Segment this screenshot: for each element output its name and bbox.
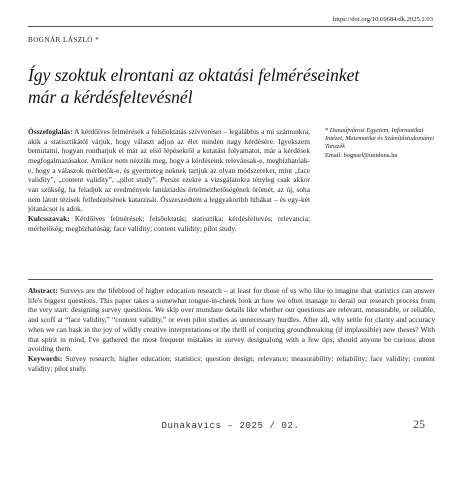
keywords-text-en: Survey research; higher education; statistics; question design; relevance; measurability; reliability; face validity; content validity; pilot study. [28,353,435,373]
keywords-label-hu: Kulcsszavak: [28,213,70,223]
keywords-label-en: Keywords: [28,353,63,363]
affiliation-box [325,127,435,160]
journal-footer: Dunakavics – 2025 / 02. [161,421,300,431]
hungarian-keywords [28,214,310,233]
author-name: BOGNÁR LÁSZLÓ * [28,36,100,44]
article-title: Így szoktuk elrontani az oktatási felméréseinket már a kérdésfeltevésnél [28,65,360,107]
abstract-label-hu: Összefoglalás: [28,127,73,136]
keywords-text-hu: Kérdőíves felmérések; felsőoktatás; statisztika; kérdésfeltevés; relevancia; mérhetőség; megbízhatóság; face validity; content validity; pilot study. [28,213,310,233]
affiliation-email[interactable]: Email: bognarl@uniduna.hu [325,151,398,159]
english-abstract-block [28,286,435,373]
abstract-text-hu: A kérdőíves felmérések a felsőoktatás szívverései – legalábbis a mi számunkra, akik a statisztikától várjuk, hogy választ adjon az élet minden nagy kérdésére. Igyekszem bemutatni, hogyan ronthatjuk el már az első lépésekről a kutatási folyamatot, már a kérdések megfogalmazásakor. Amikor nem nézzük meg, hogy a kérdéseink relevánsak-e, megbízhatóak-e, hogy a válaszok mérhetők-e, és gyermeteg neknek tartjuk az olyan módszereket, mint „face validity”, „content validity”, „pilot study”. Persze ezekre a vizsgálatokra tényleg csak akkor van szükség, ha feladjuk az eredmények fantáziadús értelmezhetőségének örömét, az új, soha nem látott tézisek felfedezésének katarzisát. Összeszedtem a leggyakoribb hibákat – és egy-két jótanácsot is adok. [28,127,310,214]
hungarian-abstract [28,127,310,214]
affiliation-text: * Dunaújvárosi Egyetem, Informatikai Intézet, Matematika és Számítástudományi Tanszék [325,127,434,151]
hungarian-abstract-column [28,127,310,233]
abstract-text-en: Surveys are the lifeblood of higher education research – at least for those of us who like to imagine that statistics can answer life's biggest questions. This paper takes a somewhat tongue-in-cheek look at how we often manage to derail our research process from the very start: designing survey questions. We skip over mundane details like whether our questions are relevant, measurable, or reliable, and scoff at “face validity,” “content validity,” or even pilot studies as unnecessary hurdles. After all, why settle for clarity and accuracy when we can bask in the joy of wildly creative interpretations or the thrill of conjuring groundbreaking (if implausible) new theses? With that spirit in mind, I've gathered the most frequent mistakes in survey designalong with a few tips, should anyone be curious about avoiding them. [28,286,435,354]
english-keywords [28,354,435,373]
english-abstract [28,286,435,354]
doi-link[interactable]: https://doi.org/10.69684/dk.2025.2.03 [332,16,433,23]
page-number: 25 [413,417,425,431]
header-rule [28,26,433,27]
abstract-label-en: Abstract: [28,286,58,295]
section-divider [28,279,433,280]
